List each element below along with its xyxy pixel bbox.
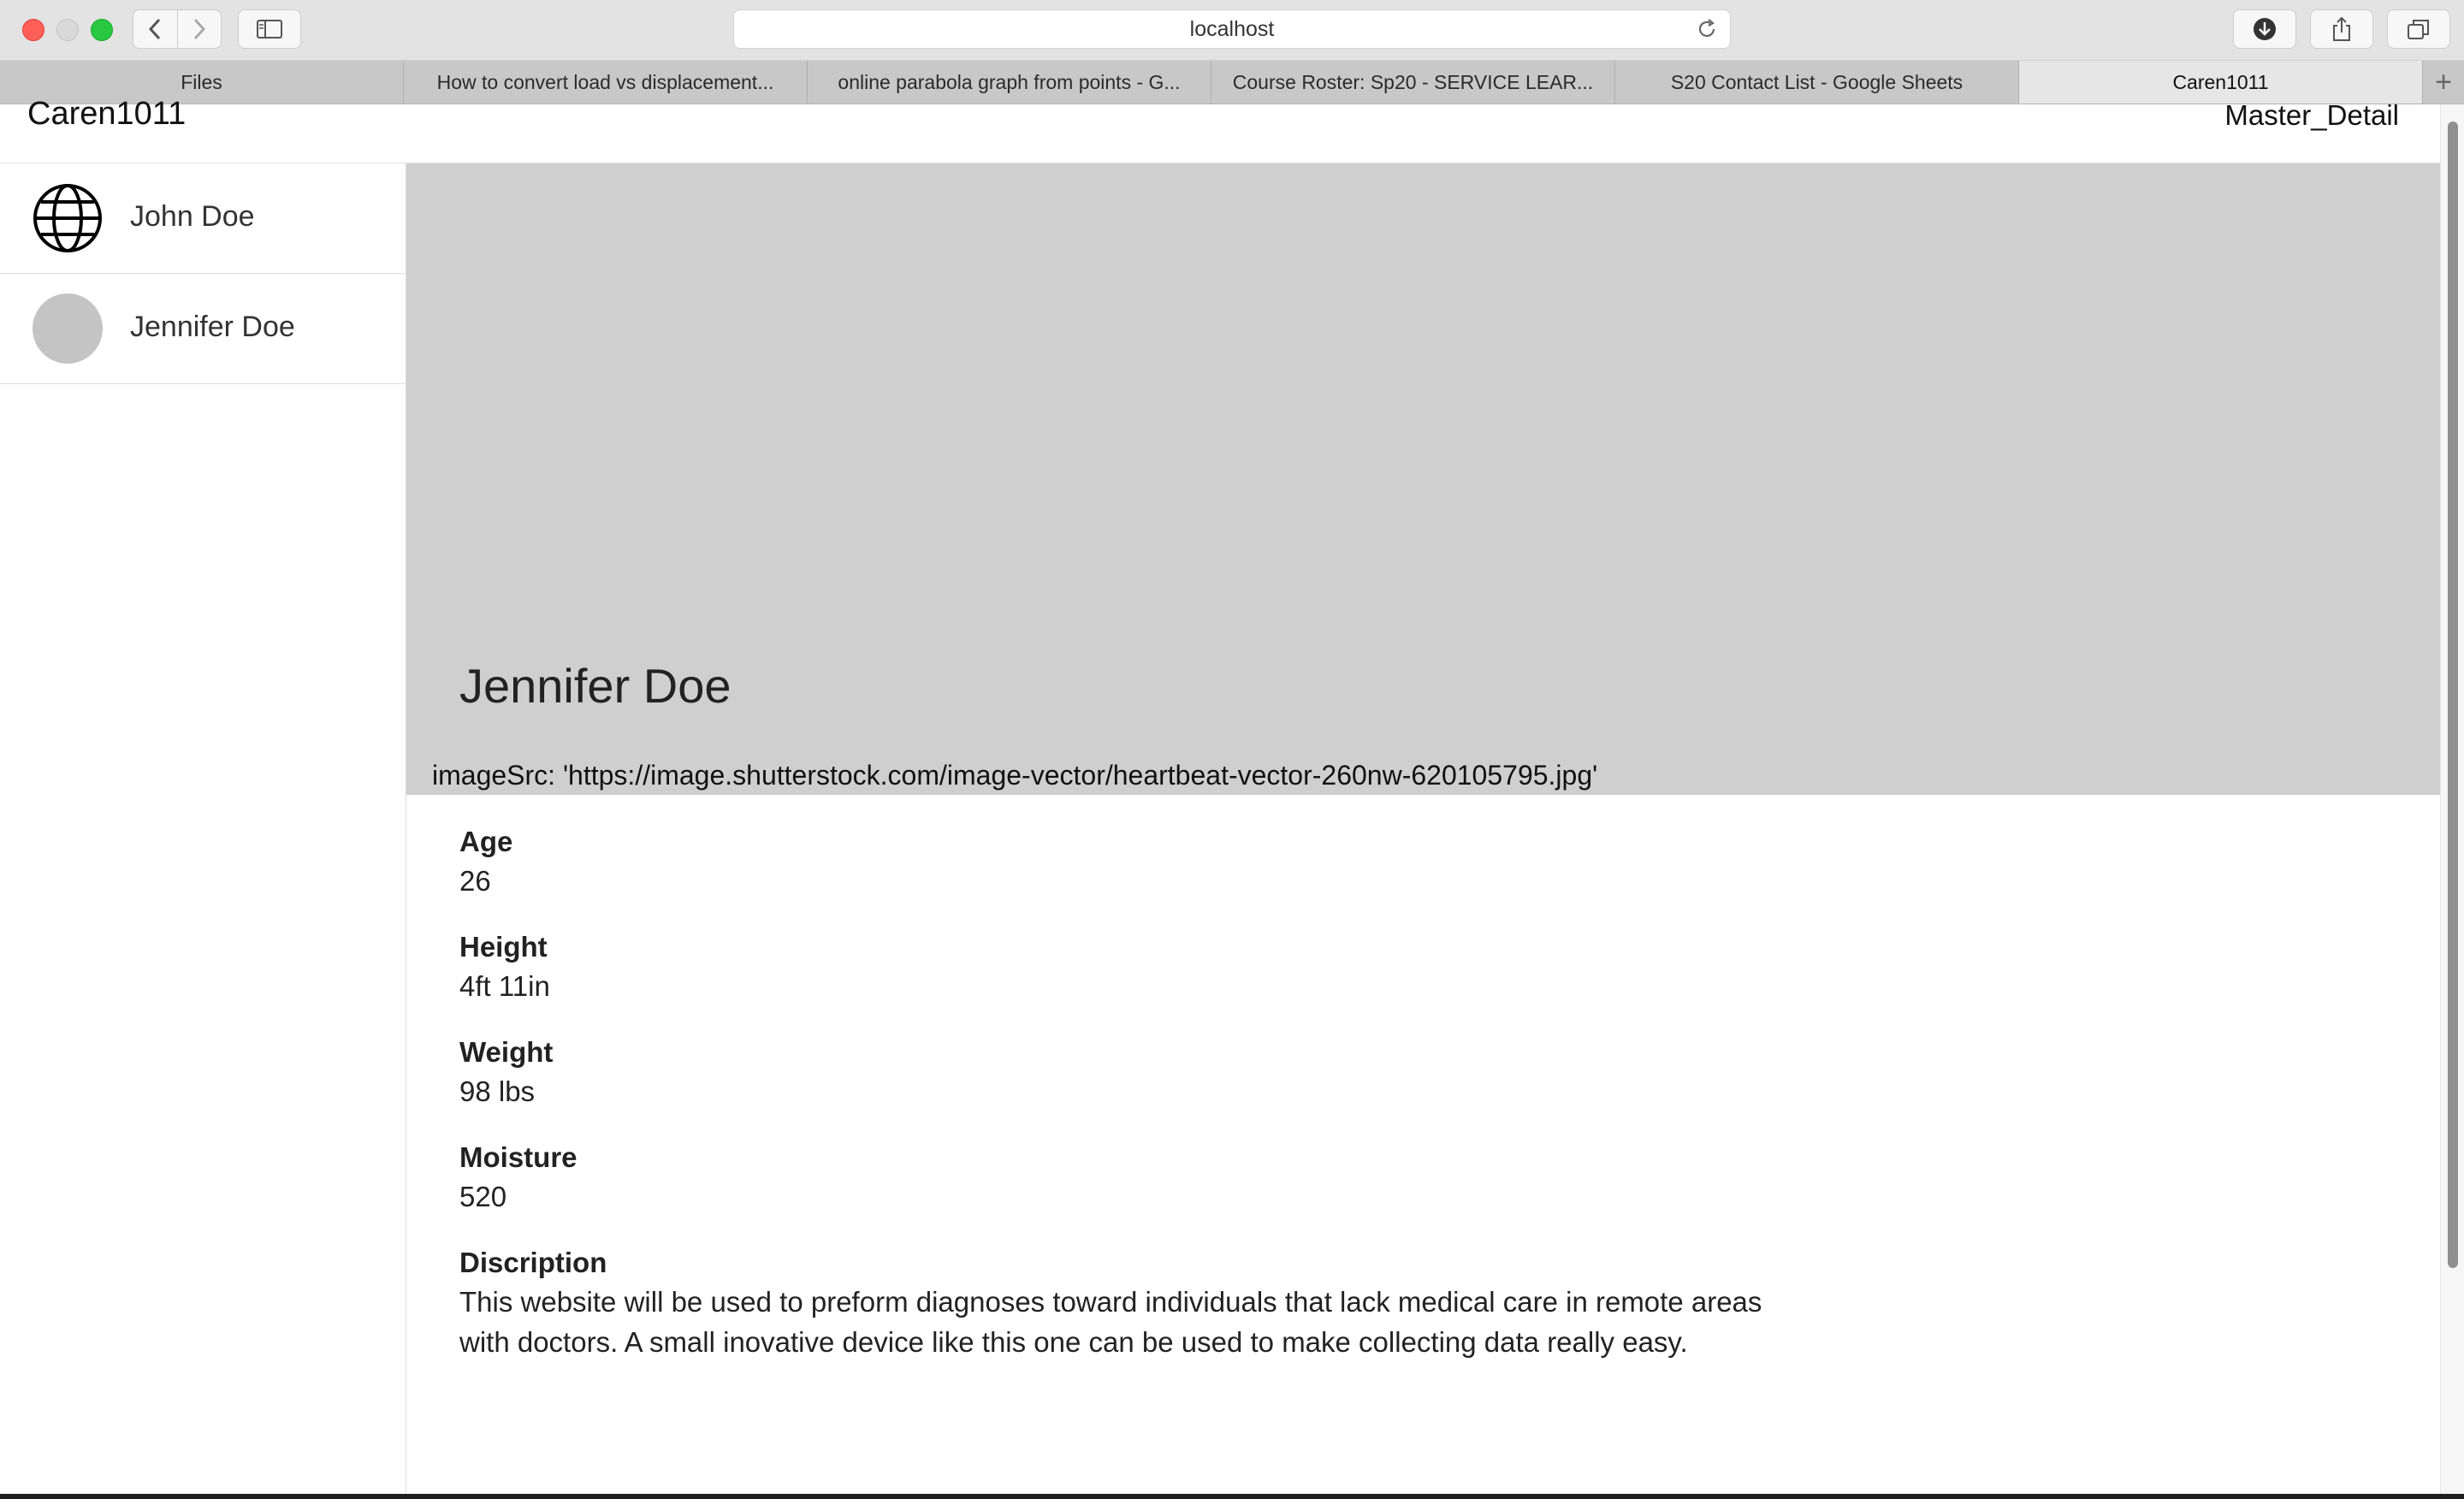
field-value: 520 xyxy=(459,1181,507,1212)
field-age xyxy=(459,823,1828,901)
sidebar-toggle-button[interactable] xyxy=(238,9,301,49)
download-icon xyxy=(2253,17,2277,41)
share-button[interactable] xyxy=(2310,9,2373,49)
detail-hero xyxy=(406,163,2440,795)
share-icon xyxy=(2331,16,2353,42)
show-tabs-button[interactable] xyxy=(2387,9,2450,49)
sidebar-icon xyxy=(257,20,282,39)
downloads-button[interactable] xyxy=(2233,9,2296,49)
detail-title: Jennifer Doe xyxy=(459,659,732,713)
field-label: Height xyxy=(459,931,548,963)
page-scrollbar[interactable] xyxy=(2440,104,2464,1494)
list-item[interactable] xyxy=(0,163,406,274)
field-value: 98 lbs xyxy=(459,1075,536,1107)
forward-button[interactable] xyxy=(178,10,222,48)
list-item-name: Jennifer Doe xyxy=(130,311,295,343)
detail-fields xyxy=(459,823,1828,1389)
list-item-name: John Doe xyxy=(130,200,255,233)
image-src-text: imageSrc: 'https://image.shutterstock.com/image-vector/heartbeat-vector-260nw-620105795.jpg' xyxy=(432,760,1598,791)
window-minimize-button[interactable] xyxy=(56,19,79,41)
browser-toolbar xyxy=(0,0,2464,61)
avatar xyxy=(33,293,103,364)
nav-button-group xyxy=(133,9,222,49)
field-label: Age xyxy=(459,826,513,857)
address-text: localhost xyxy=(1189,16,1275,41)
browser-tab[interactable]: online parabola graph from points - G... xyxy=(808,61,1211,104)
master-list xyxy=(0,163,406,1494)
field-height xyxy=(459,928,1828,1006)
field-description xyxy=(459,1244,1828,1362)
page-name[interactable]: Master_Detail xyxy=(2224,99,2399,131)
browser-tab[interactable]: S20 Contact List - Google Sheets xyxy=(1615,61,2019,104)
field-label: Weight xyxy=(459,1036,554,1068)
field-moisture xyxy=(459,1139,1828,1217)
tabs-overview-icon xyxy=(2407,18,2431,40)
browser-tab[interactable]: Course Roster: Sp20 - SERVICE LEAR... xyxy=(1211,61,1615,104)
browser-tab-active[interactable]: Caren1011 xyxy=(2019,61,2423,104)
address-bar[interactable] xyxy=(733,9,1731,49)
globe-icon xyxy=(33,183,103,253)
list-item[interactable] xyxy=(0,274,406,384)
field-label: Discription xyxy=(459,1247,607,1278)
tab-strip xyxy=(0,61,2464,104)
chevron-left-icon xyxy=(148,18,162,40)
scrollbar-thumb[interactable] xyxy=(2448,121,2458,1268)
field-weight xyxy=(459,1034,1828,1111)
browser-tab[interactable]: Files xyxy=(0,61,404,104)
back-button[interactable] xyxy=(133,10,178,48)
window-maximize-button[interactable] xyxy=(91,19,113,41)
browser-tab[interactable]: How to convert load vs displacement... xyxy=(404,61,808,104)
app-brand[interactable]: Caren1011 xyxy=(27,96,187,132)
field-label: Moisture xyxy=(459,1141,578,1173)
app-header xyxy=(0,96,2440,163)
chevron-right-icon xyxy=(192,18,206,40)
field-value: 4ft 11in xyxy=(459,970,550,1002)
field-value: 26 xyxy=(459,865,491,897)
window-bottom-edge xyxy=(0,1494,2464,1499)
new-tab-button[interactable]: + xyxy=(2435,65,2452,98)
window-close-button[interactable] xyxy=(22,19,44,41)
reload-icon[interactable] xyxy=(1696,18,1718,40)
field-value: This website will be used to preform diagnoses toward individuals that lack medical care in remote areas with doctors. A small inovative device like this one can be used to make collecting data really easy. xyxy=(459,1286,1762,1358)
